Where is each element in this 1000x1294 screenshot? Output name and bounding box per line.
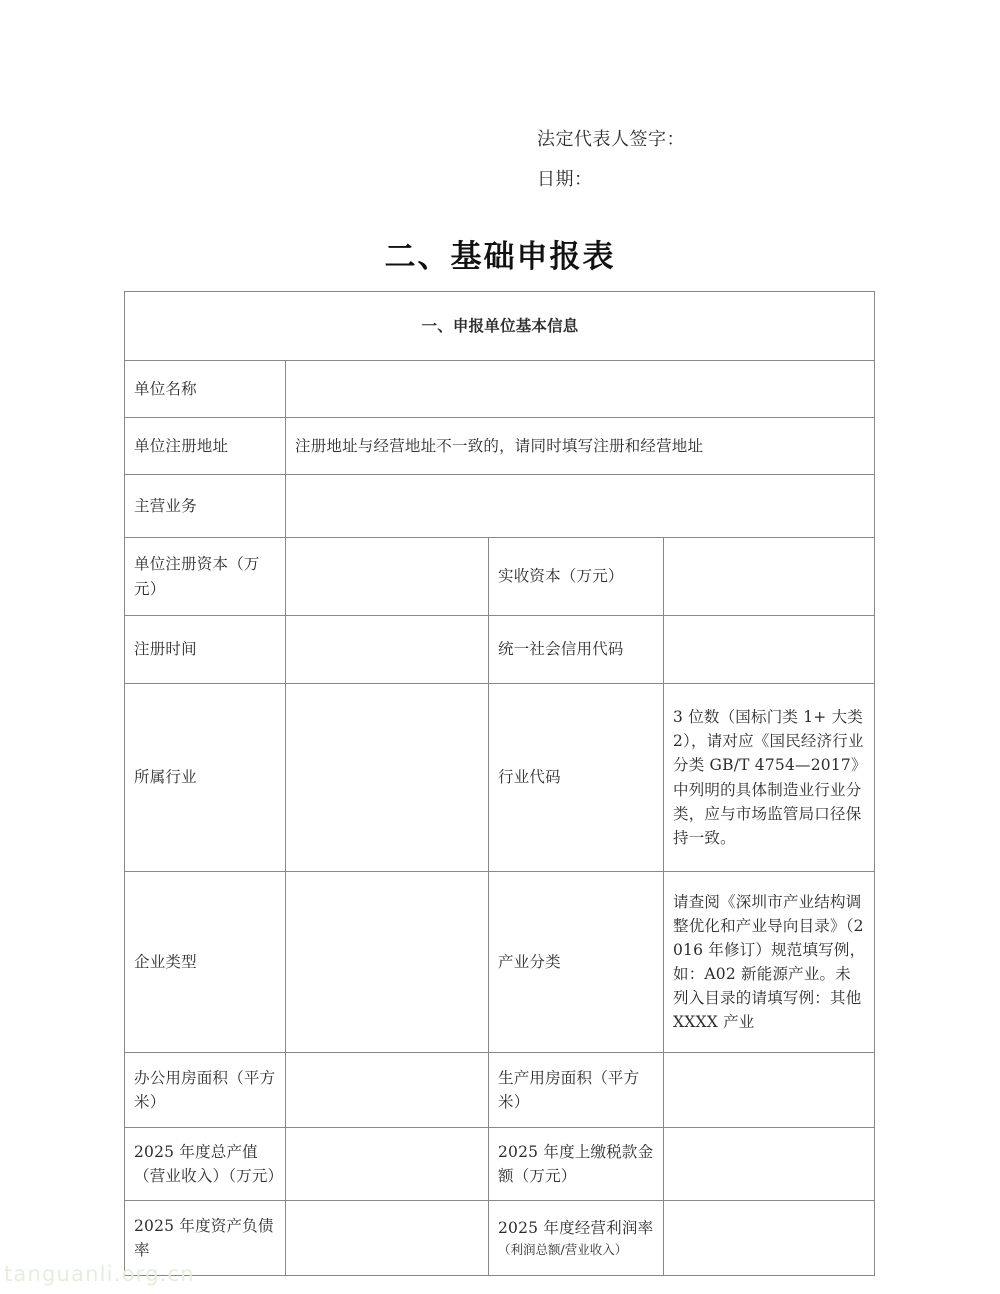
row-value-production-area[interactable] — [664, 1053, 875, 1128]
row-label-profit-rate-formula: （利润总额/营业收入） — [498, 1242, 628, 1258]
row-label-office-area: 办公用房面积（平方米） — [125, 1053, 286, 1128]
row-value-office-area[interactable] — [286, 1053, 489, 1128]
row-label-production-area: 生产用房面积（平方米） — [489, 1053, 664, 1128]
row-note-industry-code: 3 位数（国标门类 1+ 大类 2），请对应《国民经济行业分类 GB/T 4754—2017》中列明的具体制造业行业分类，应与市场监管局口径保持一致。 — [664, 684, 875, 872]
row-value-industry[interactable] — [286, 684, 489, 872]
row-note-industry-classification: 请查阅《深圳市产业结构调整优化和产业导向目录》（2016 年修订）规范填写例，如：A02 新能源产业。未列入目录的请填写例：其他 XXXX 产业 — [664, 872, 875, 1053]
row-value-main-business[interactable] — [286, 475, 875, 538]
row-label-registration-time: 注册时间 — [125, 616, 286, 684]
row-label-main-business: 主营业务 — [125, 475, 286, 538]
row-value-enterprise-type[interactable] — [286, 872, 489, 1053]
row-label-profit-rate-main: 2025 年度经营利润率 — [498, 1219, 654, 1238]
row-label-registered-address: 单位注册地址 — [125, 418, 286, 475]
row-label-profit-rate — [489, 1201, 664, 1276]
table-row — [125, 1201, 875, 1276]
row-value-profit-rate[interactable] — [664, 1201, 875, 1276]
row-label-tax-paid: 2025 年度上缴税款金额（万元） — [489, 1128, 664, 1201]
table-row — [125, 1128, 875, 1201]
row-value-unit-name[interactable] — [286, 361, 875, 418]
table-row — [125, 1053, 875, 1128]
row-value-registered-address[interactable]: 注册地址与经营地址不一致的，请同时填写注册和经营地址 — [286, 418, 875, 475]
row-label-industry-code: 行业代码 — [489, 684, 664, 872]
row-value-debt-ratio[interactable] — [286, 1201, 489, 1276]
signature-block — [537, 120, 937, 200]
table-row — [125, 418, 875, 475]
row-value-tax-paid[interactable] — [664, 1128, 875, 1201]
legal-representative-signature-label: 法定代表人签字： — [537, 129, 685, 150]
page-title: 二、基础申报表 — [384, 239, 616, 275]
row-value-credit-code[interactable] — [664, 616, 875, 684]
row-label-enterprise-type: 企业类型 — [125, 872, 286, 1053]
row-value-registered-capital[interactable] — [286, 538, 489, 616]
row-label-paid-in-capital: 实收资本（万元） — [489, 538, 664, 616]
row-label-debt-ratio: 2025 年度资产负债率 — [125, 1201, 286, 1276]
table-row — [125, 616, 875, 684]
row-label-total-output-value: 2025 年度总产值（营业收入）（万元） — [125, 1128, 286, 1201]
basic-declaration-table — [124, 291, 875, 1276]
table-row — [125, 538, 875, 616]
table-row — [125, 684, 875, 872]
table-row — [125, 872, 875, 1053]
row-label-industry-classification: 产业分类 — [489, 872, 664, 1053]
table-row — [125, 361, 875, 418]
row-value-registration-time[interactable] — [286, 616, 489, 684]
table-row — [125, 475, 875, 538]
row-label-credit-code: 统一社会信用代码 — [489, 616, 664, 684]
row-label-industry: 所属行业 — [125, 684, 286, 872]
table-section-header: 一、申报单位基本信息 — [125, 292, 875, 361]
site-watermark: tanguanli.org.cn — [4, 1262, 195, 1286]
row-label-registered-capital: 单位注册资本（万元） — [125, 538, 286, 616]
row-value-total-output-value[interactable] — [286, 1128, 489, 1201]
date-label: 日期： — [537, 169, 593, 190]
row-value-paid-in-capital[interactable] — [664, 538, 875, 616]
row-label-unit-name: 单位名称 — [125, 361, 286, 418]
table-header-row — [125, 292, 875, 361]
